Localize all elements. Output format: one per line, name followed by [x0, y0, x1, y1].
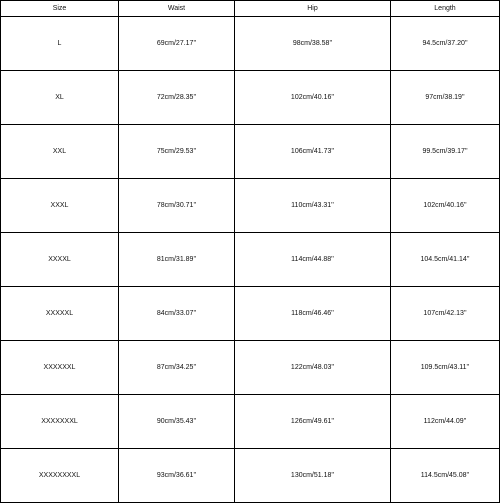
size-cell: XXXXL: [1, 233, 119, 287]
length-cell: 97cm/38.19'': [391, 71, 500, 125]
waist-cell: 84cm/33.07'': [119, 287, 235, 341]
header-length: Length: [391, 1, 500, 17]
header-row: [1, 1, 500, 17]
waist-cell: 90cm/35.43'': [119, 395, 235, 449]
waist-cell: 78cm/30.71'': [119, 179, 235, 233]
hip-cell: 130cm/51.18'': [235, 449, 391, 503]
table-row: [1, 17, 500, 71]
hip-cell: 114cm/44.88'': [235, 233, 391, 287]
header-hip: Hip: [235, 1, 391, 17]
table-row: [1, 395, 500, 449]
length-cell: 114.5cm/45.08'': [391, 449, 500, 503]
waist-cell: 75cm/29.53'': [119, 125, 235, 179]
length-cell: 109.5cm/43.11'': [391, 341, 500, 395]
hip-cell: 106cm/41.73'': [235, 125, 391, 179]
size-cell: XXXXXXXXL: [1, 449, 119, 503]
length-cell: 112cm/44.09'': [391, 395, 500, 449]
table-row: [1, 179, 500, 233]
hip-cell: 102cm/40.16'': [235, 71, 391, 125]
waist-cell: 81cm/31.89'': [119, 233, 235, 287]
header-waist: Waist: [119, 1, 235, 17]
length-cell: 102cm/40.16'': [391, 179, 500, 233]
header-size: Size: [1, 1, 119, 17]
table-row: [1, 125, 500, 179]
size-cell: XL: [1, 71, 119, 125]
hip-cell: 110cm/43.31'': [235, 179, 391, 233]
hip-cell: 126cm/49.61'': [235, 395, 391, 449]
size-cell: XXXXXXXL: [1, 395, 119, 449]
waist-cell: 69cm/27.17'': [119, 17, 235, 71]
length-cell: 104.5cm/41.14'': [391, 233, 500, 287]
length-cell: 94.5cm/37.20'': [391, 17, 500, 71]
hip-cell: 98cm/38.58'': [235, 17, 391, 71]
length-cell: 99.5cm/39.17'': [391, 125, 500, 179]
size-cell: XXL: [1, 125, 119, 179]
size-cell: L: [1, 17, 119, 71]
table-row: [1, 449, 500, 503]
table-row: [1, 233, 500, 287]
size-cell: XXXL: [1, 179, 119, 233]
waist-cell: 87cm/34.25'': [119, 341, 235, 395]
table-row: [1, 287, 500, 341]
size-cell: XXXXXL: [1, 287, 119, 341]
length-cell: 107cm/42.13'': [391, 287, 500, 341]
size-cell: XXXXXXL: [1, 341, 119, 395]
table-row: [1, 71, 500, 125]
hip-cell: 118cm/46.46'': [235, 287, 391, 341]
waist-cell: 72cm/28.35'': [119, 71, 235, 125]
waist-cell: 93cm/36.61'': [119, 449, 235, 503]
table-row: [1, 341, 500, 395]
hip-cell: 122cm/48.03'': [235, 341, 391, 395]
